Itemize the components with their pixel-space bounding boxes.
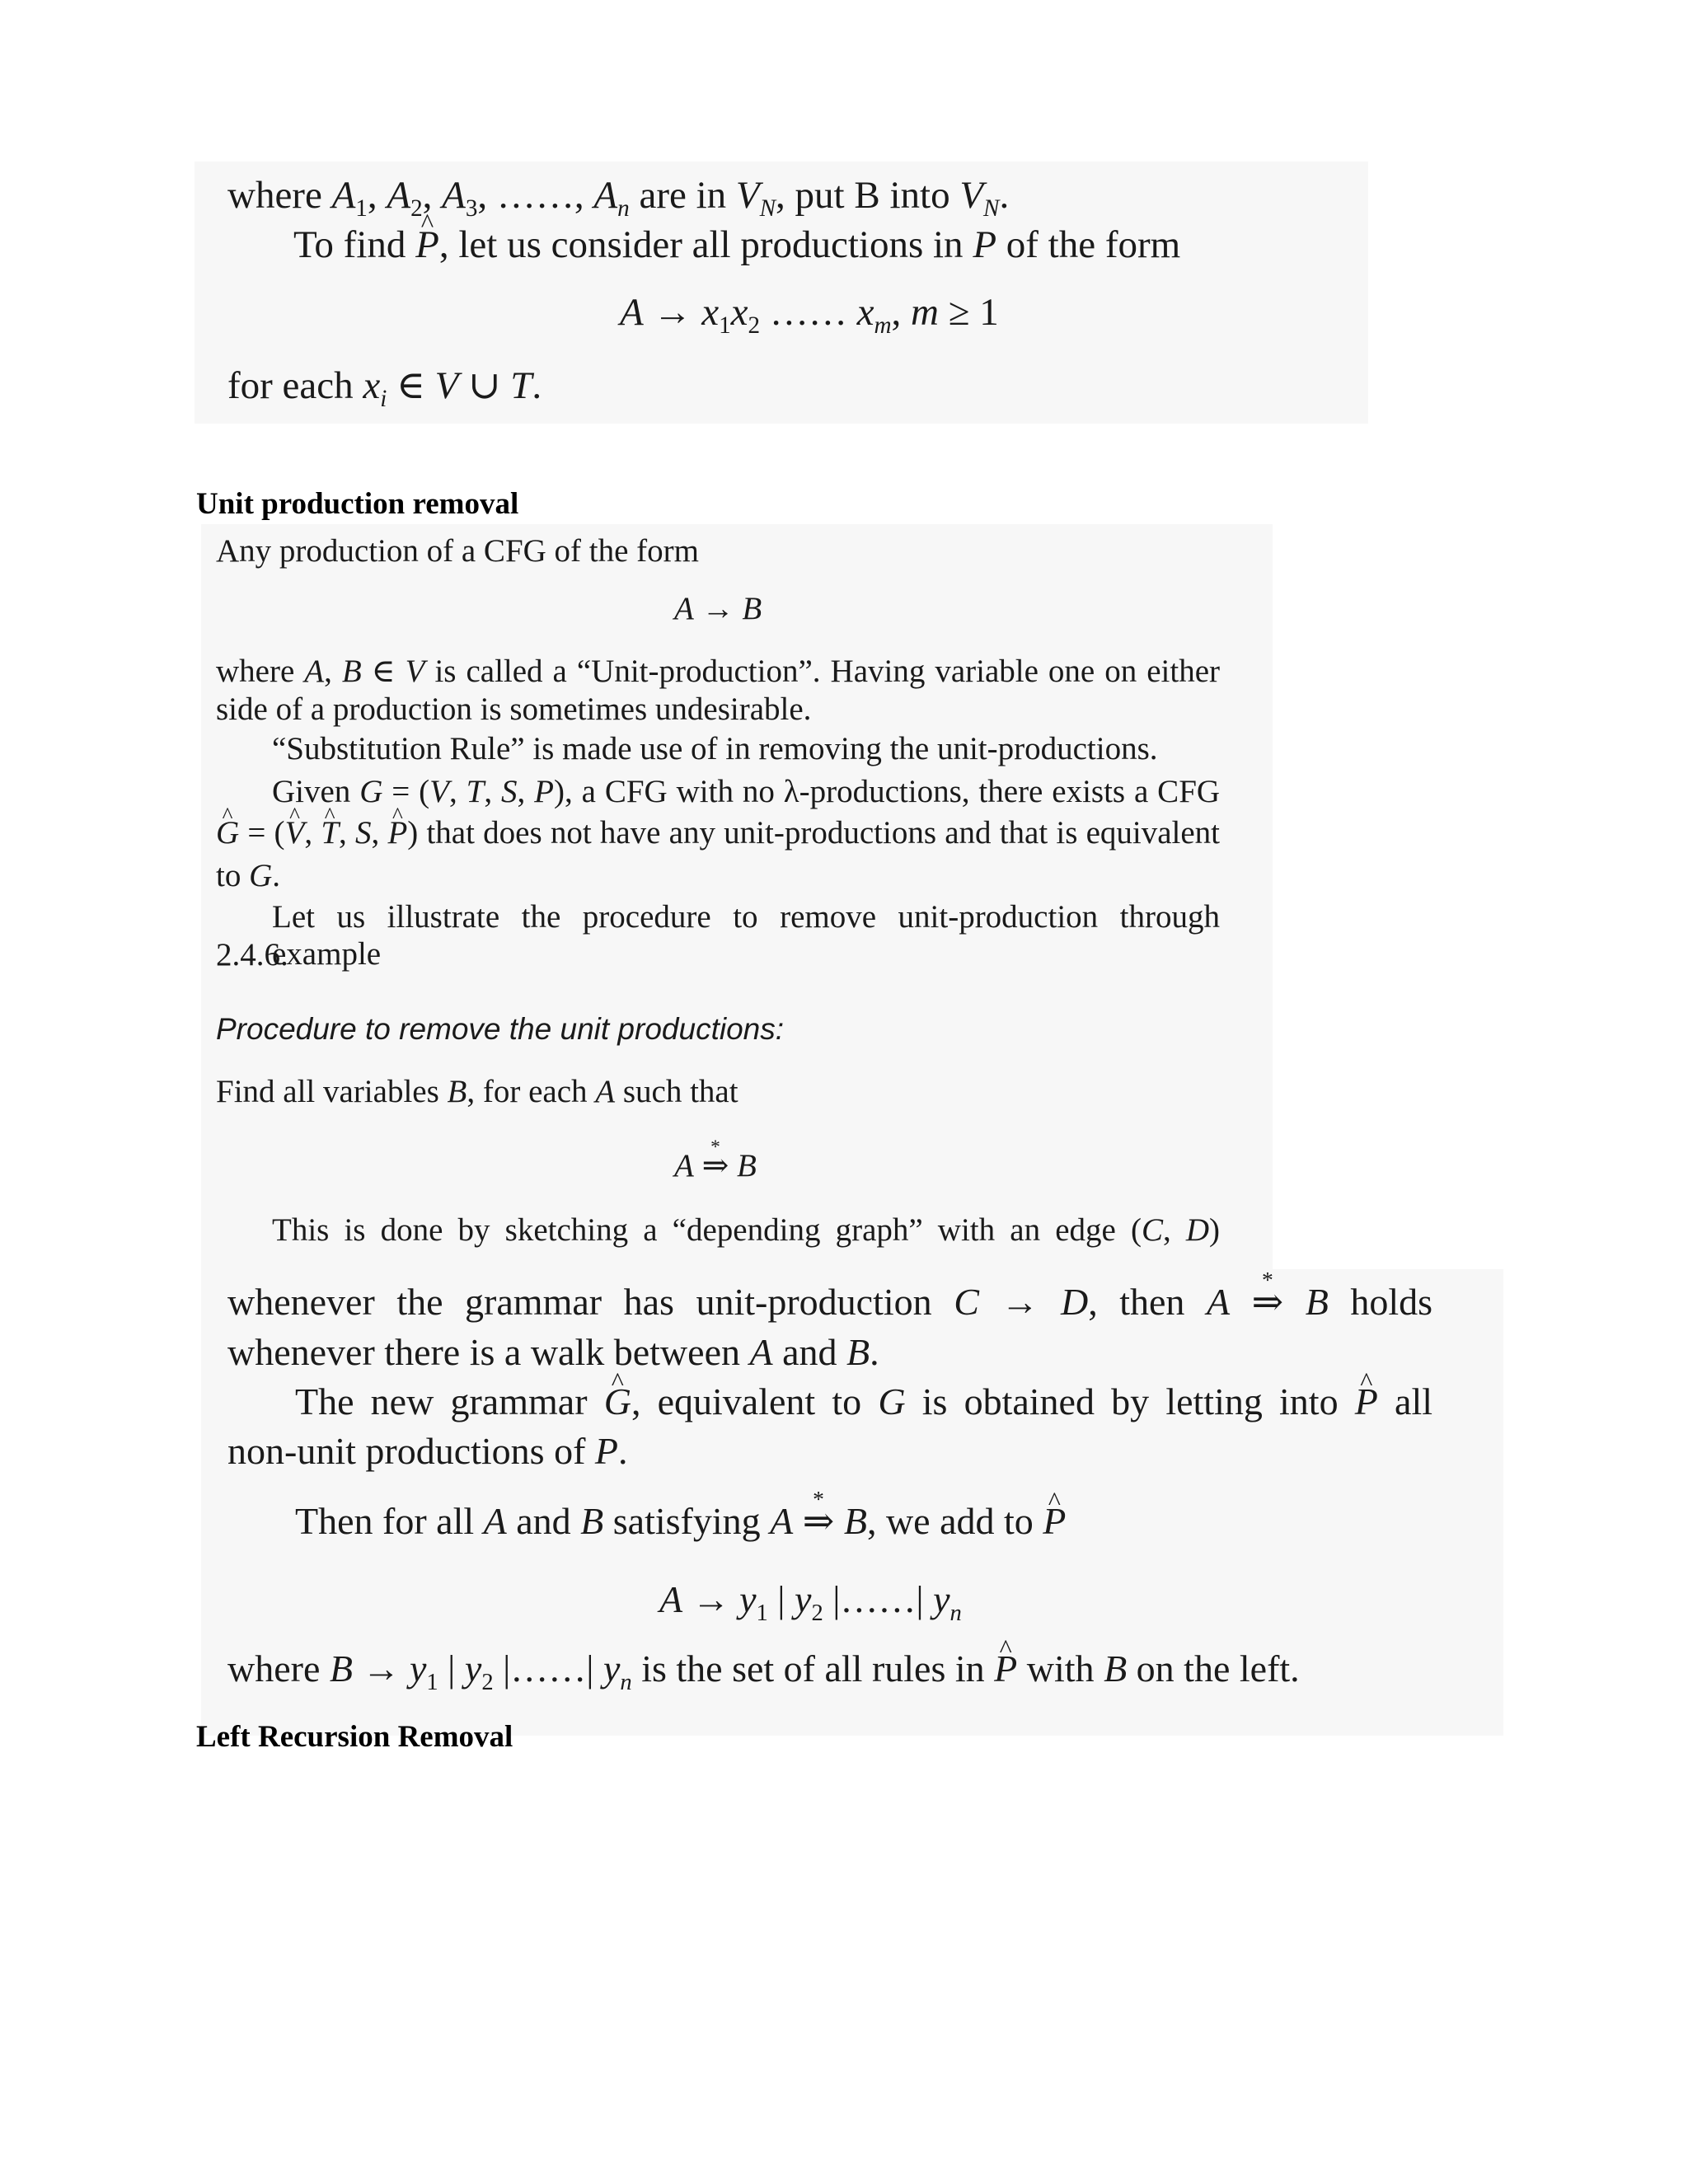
text-no-unit-equivalent: that does not have any unit-productions and that is equivalent [426,815,1221,851]
text-equivalent-to: , equivalent to [631,1380,862,1422]
formula-unit: A → B [674,591,762,626]
top-line-2: To find ^ P, let us consider all productions in P of the form [293,223,1180,267]
text-and: and [782,1331,837,1373]
text-new-grammar: The new grammar [295,1380,588,1422]
mid-p5: Given G = (V, T, S, P), a CFG with no λ-productions, there exists a CFG [272,774,1221,809]
heading-unit-production-removal: Unit production removal [196,487,519,521]
text-are-in: are in [639,174,727,217]
text-given: Given [272,774,351,809]
bot-line-2: whenever there is a walk between A and B. [227,1331,879,1373]
text-put-b: , put B into [776,174,950,217]
mid-p4: “Substitution Rule” is made use of in removing the unit-productions. [272,731,1158,766]
formula-rules: $A \to y_1$ | $y_2$ |……| $y_n$ [659,1578,962,1626]
mid-p9: 2.4.6. [216,937,288,972]
mid-p2: where A, B ∈ V is called a “Unit-production”. Having variable one on either [216,654,1221,689]
text-holds: holds [1350,1281,1433,1323]
text-such-that: such that [622,1074,738,1109]
text-consider: , let us consider all productions in [438,223,964,266]
text-where: where [227,174,322,217]
text-to-find: To find [293,223,406,266]
text-satisfying: satisfying [612,1500,761,1542]
top-line-1: where $A_1$, $A_2$, $A_3$, ……, $A_n$ are in $V_N$, put B into $V_N$. [227,174,1010,223]
text-cfg-no-lambda: , a CFG with no λ-productions, there exists a CFG [565,774,1221,809]
mid-p3: side of a production is sometimes undesirable. [216,691,812,727]
heading-left-recursion-removal: Left Recursion Removal [196,1720,513,1754]
formula-production: $A \to x_1x_2$ …… $x_m$, m ≥ 1 [620,291,999,340]
text-set-of-rules: is the set of all rules in [641,1647,985,1690]
mid-p8: Let us illustrate the procedure to remove unit-production through example [272,899,1220,972]
text-we-add-to: , we add to [866,1500,1034,1542]
procedure-title: Procedure to remove the unit productions: [216,1012,784,1046]
mid-p6: ^ G = (^ V, ^ T, S, ^ P) that does not have any unit-productions and that is equivalent [216,814,1220,851]
text-to: to [216,858,241,893]
text-of-the-form: of the form [1006,223,1181,266]
text-walk: whenever there is a walk between [227,1331,740,1373]
text-called-unit: is called a “Unit-production”. Having variable one on either [434,654,1221,689]
mid-p1: Any production of a CFG of the form [216,533,699,569]
text-depending-graph: This is done by sketching a “depending graph” with an edge ( [272,1212,1142,1248]
top-line-4: for each $x_i$ ∈ V ∪ T. [227,364,542,413]
bot-line-4: non-unit productions of P. [227,1430,628,1472]
text-then-for-all: Then for all [295,1500,475,1542]
text-where-2: where [216,654,295,689]
text-whenever-grammar: whenever the grammar has unit-production [227,1281,932,1323]
bot-line-3: The new grammar ^ G, equivalent to G is obtained by letting into ^ P all [295,1380,1432,1423]
mid-p11: This is done by sketching a “depending graph” with an edge (C, D) [272,1212,1220,1248]
formula-derives: A * ⇒ B [674,1147,757,1184]
text-on-the-left: on the left. [1136,1647,1300,1690]
bot-line-1: whenever the grammar has unit-production C → D, then A * ⇒ B holds [227,1279,1432,1324]
mid-p10: Find all variables B, for each A such that [216,1074,738,1109]
text-letting-into: is obtained by letting into [921,1380,1339,1422]
bot-line-7: where $B \to y_1$ | $y_2$ |……| $y_n$ is the set of all rules in ^ P with B on the left. [227,1647,1300,1690]
text-then: , then [1088,1281,1185,1323]
text-where-3: where [227,1647,321,1690]
text-and-2: and [516,1500,571,1542]
text-with: with [1026,1647,1095,1690]
text-for-each-2: , for each [467,1074,588,1109]
text-find-all: Find all variables [216,1074,439,1109]
text-non-unit: non-unit productions of [227,1430,586,1472]
text-all: all [1395,1380,1433,1422]
text-for-each: for each [227,364,354,407]
mid-p7: to G. [216,858,281,893]
bot-line-5: Then for all A and B satisfying A * ⇒ B, we add to ^ P [295,1498,1066,1543]
